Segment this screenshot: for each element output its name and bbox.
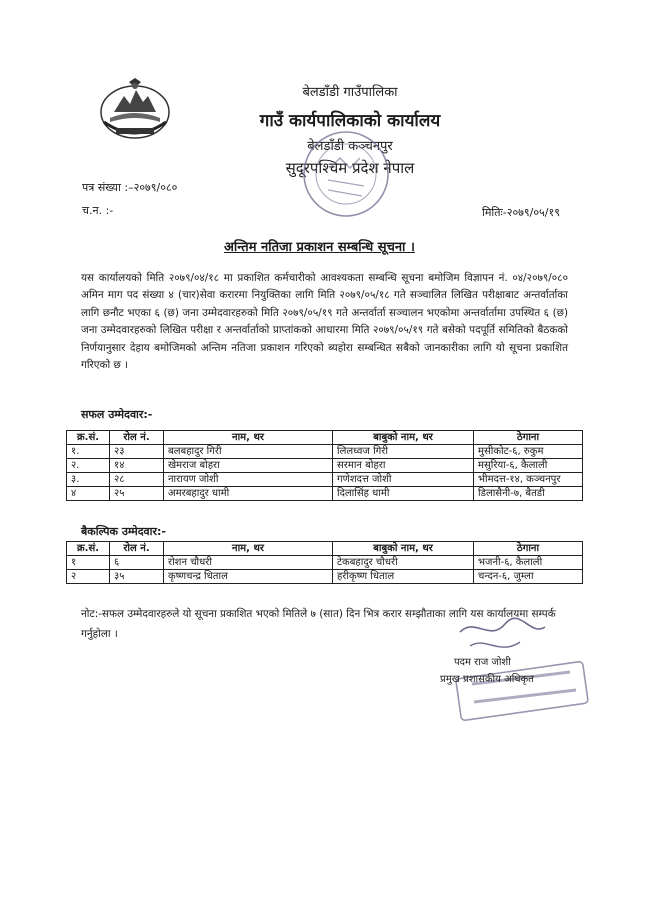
cell-name: कृष्णचन्द्र धिताल (164, 570, 333, 584)
cell-roll: २५ (110, 487, 164, 501)
table-row (67, 556, 583, 570)
cell-address: मसुरिया-६, कैलाली (474, 459, 583, 473)
table-row (67, 473, 583, 487)
signatory-post: प्रमुख प्रशासकीय अधिकृत (440, 674, 534, 685)
col-serial: क्र.सं. (67, 542, 110, 556)
reference-number: पत्र संख्या :–२०७९/०८० (82, 181, 178, 194)
office-seal (300, 128, 392, 220)
cell-name: नारायण जोशी (164, 473, 333, 487)
col-roll: रोल नं. (110, 431, 164, 445)
table-row (67, 570, 583, 584)
successful-candidates-label: सफल उम्मेदवार:- (81, 408, 153, 421)
notice-body: यस कार्यालयको मिति २०७९/०४/१८ मा प्रकाशित कर्मचारीको आवश्यकता सम्बन्धि सूचना बमोजिम विज्ञापन नं. ०४/२०७९/०८० अमिन माग पद संख्या ४ (चार)सेवा करारमा नियुक्तिका लागि मिति २०७९/०५/१८ गते सञ्चालित लिखित परीक्षाबाट अन्तर्वार्ताका लागि छनौट भएका ६ (छ) जना उम्मेदवारहरुको मिति २०७९/०५/१९ गते अन्तर्वार्ता सञ्चालन भएकोमा अन्तर्वार्तामा उपस्थित ६ (छ) जना उम्मेदवारहरुको लिखित परीक्षा र अन्तर्वार्ताको प्राप्तांकको आधारमा मिति २०७९/०५/१९ गते बसेको पदपूर्ति समितिको बैठकको निर्णयानुसार देहाय बमोजिमको अन्तिम नतिजा प्रकाशन गरिएको ब्यहोरा सम्बन्धित सबैको जानकारीका लागि यो सूचना प्रकाशित गरिएको छ । (81, 272, 568, 372)
cell-name: खेमराज बोहरा (164, 459, 333, 473)
cell-serial: २. (67, 459, 110, 473)
cell-address: भजनी-६, कैलाली (474, 556, 583, 570)
cell-serial: ३. (67, 473, 110, 487)
cell-roll: ६ (110, 556, 164, 570)
table-row (67, 445, 583, 459)
col-serial: क्र.सं. (67, 431, 110, 445)
cell-father: हरीकृष्ण धिताल (333, 570, 474, 584)
cell-serial: १. (67, 445, 110, 459)
office-address: बेलडाँडी कञ्चनपुर (307, 139, 393, 154)
col-father: बाबुको नाम, थर (333, 431, 474, 445)
cell-address: मुसीकोट-६, रुकुम (474, 445, 583, 459)
cell-serial: ४ (67, 487, 110, 501)
cell-father: दिलासिंह धामी (333, 487, 474, 501)
table-row (67, 487, 583, 501)
cell-father: गणेशदत्त जोशी (333, 473, 474, 487)
table-row (67, 459, 583, 473)
successful-candidates-table (66, 430, 583, 501)
cell-roll: ३५ (110, 570, 164, 584)
alternate-candidates-label: बैकल्पिक उम्मेदवार:- (81, 525, 166, 538)
cell-father: टेकबहादुर चौधरी (333, 556, 474, 570)
cell-serial: २ (67, 570, 110, 584)
col-roll: रोल नं. (110, 542, 164, 556)
municipality-name: बेलडाँडी गाउँपालिका (302, 85, 398, 100)
table-header-row (67, 542, 583, 556)
col-address: ठेगाना (474, 542, 583, 556)
col-address: ठेगाना (474, 431, 583, 445)
table-header-row (67, 431, 583, 445)
col-name: नाम, थर (164, 431, 333, 445)
notice-subject: अन्तिम नतिजा प्रकाशन सम्बन्धि सूचना । (224, 240, 415, 255)
cell-name: अमरबहादुर धामी (164, 487, 333, 501)
cell-address: चन्दन-६, जुम्ला (474, 570, 583, 584)
alternate-candidates-table (66, 541, 583, 584)
cell-father: लिलध्वज गिरी (333, 445, 474, 459)
signatory-name: पदम राज जोशी (454, 657, 511, 668)
cell-address: भीमदत्त-१४, कञ्चनपुर (474, 473, 583, 487)
col-father: बाबुको नाम, थर (333, 542, 474, 556)
notice-date: मितिः-२०७९/०५/१९ (482, 206, 560, 219)
cell-name: बलबहादुर गिरी (164, 445, 333, 459)
cell-name: रोशन चौधरी (164, 556, 333, 570)
cell-father: सरमान बोहरा (333, 459, 474, 473)
nepal-emblem-icon (96, 78, 174, 144)
dispatch-number: च.न. :- (82, 204, 114, 217)
col-name: नाम, थर (164, 542, 333, 556)
cell-roll: २३ (110, 445, 164, 459)
office-name: गाउँ कार्यपालिकाको कार्यालय (259, 111, 441, 131)
cell-roll: १४ (110, 459, 164, 473)
cell-address: डिलासैनी-७, बैतडी (474, 487, 583, 501)
cell-serial: १ (67, 556, 110, 570)
province-name: सुदूरपश्चिम प्रदेश नेपाल (285, 159, 415, 177)
notice-note: नोट:-सफल उम्मेदवारहरुले यो सूचना प्रकाशित भएको मितिले ७ (सात) दिन भित्र करार सम्झौताका लागि यस कार्यालयमा सम्पर्क गर्नुहोला । (81, 608, 556, 640)
cell-roll: २८ (110, 473, 164, 487)
